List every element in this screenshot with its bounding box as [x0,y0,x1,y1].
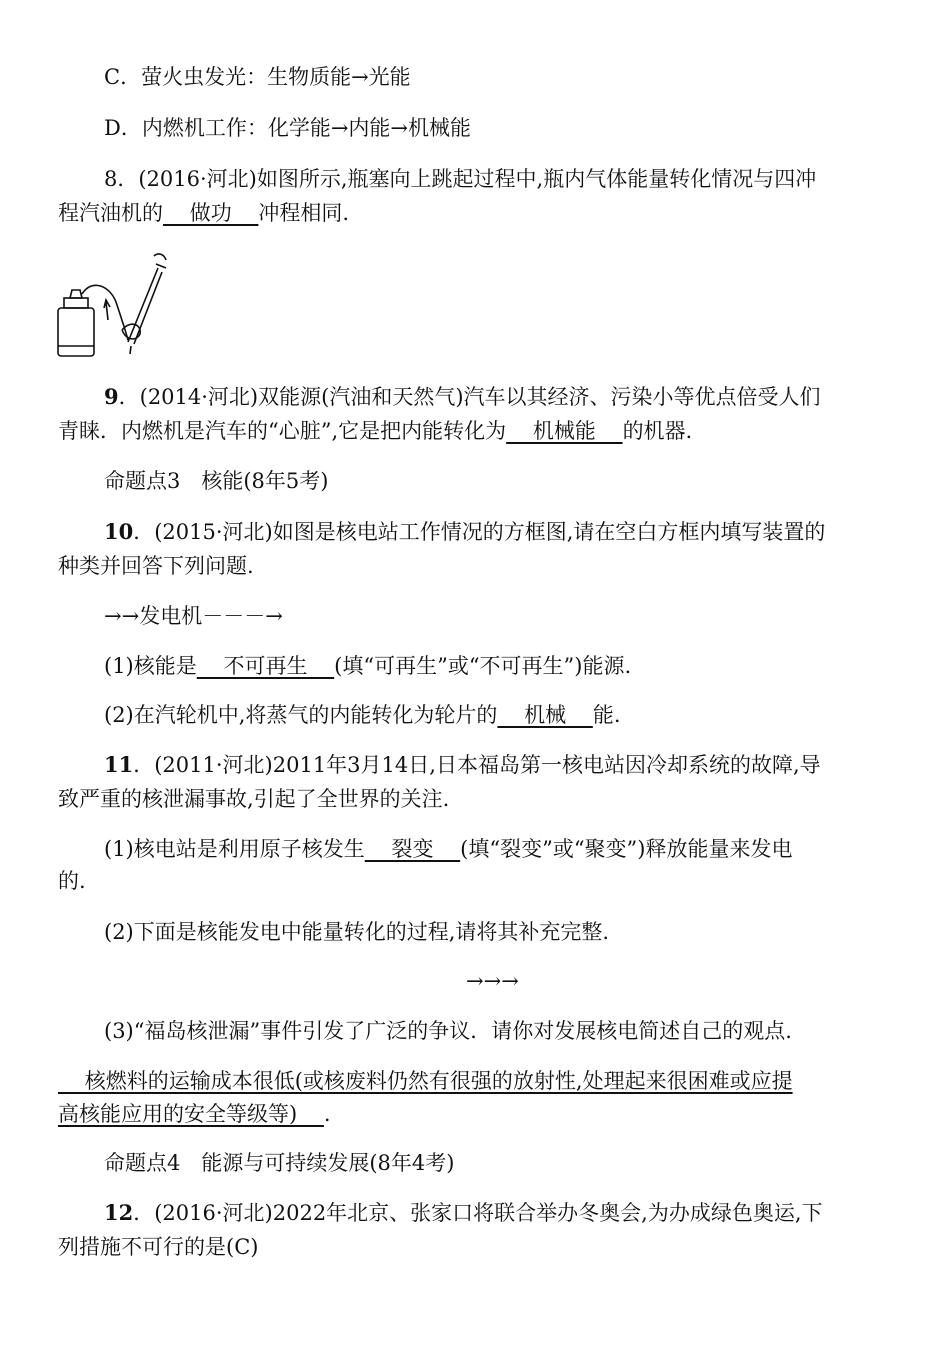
question-text: (填“可再生”或“不可再生”)能源. [334,654,632,678]
question-10-part2 [104,700,621,730]
question-text: (1)核能是 [104,654,197,678]
option-c: C．萤火虫发光：生物质能→光能 [104,65,411,89]
question-12-line1 [104,1198,823,1228]
question-11-answer-line1 [58,1066,793,1096]
question-10-part1 [104,651,631,681]
flow-diagram-text: →→发电机－－－→ [104,604,283,628]
question-9-line1 [104,382,821,412]
question-11-part1-cont: 的. [58,869,86,893]
question-text: ．(2011·河北)2011年3月14日,日本福岛第一核电站因冷却系统的故障,导 [133,753,821,777]
question-8-line2 [58,198,349,228]
question-number: 11 [104,752,134,777]
question-8-line1: 8．(2016·河北)如图所示,瓶塞向上跳起过程中,瓶内气体能量转化情况与四冲 [104,167,817,191]
question-number: 10 [104,519,134,544]
answer-blank: 核燃料的运输成本很低(或核废料仍然有很强的放射性,处理起来很困难或应提 [58,1069,793,1093]
question-text: 冲程相同. [258,201,350,225]
answer-blank: 做功 [163,201,259,225]
question-number: 12 [104,1200,134,1225]
question-text: (填“裂变”或“聚变”)释放能量来发电 [460,837,793,861]
question-11-line1 [104,750,821,780]
question-11-part2: (2)下面是核能发电中能量转化的过程,请将其补充完整. [104,920,610,944]
section-heading-3: 命题点3 核能(8年5考) [104,469,329,493]
answer-blank: 机械 [497,703,593,727]
question-text: 程汽油机的 [58,201,163,225]
question-12-line2: 列措施不可行的是(C) [58,1235,259,1259]
question-11-part1 [104,834,792,864]
question-text: 青睐．内燃机是汽车的“心脏”,它是把内能转化为 [58,419,507,443]
question-text: 的机器. [622,419,693,443]
answer-blank: 不可再生 [196,654,335,678]
question-text: ．(2016·河北)2022年北京、张家口将联合举办冬奥会,为办成绿色奥运,下 [133,1201,823,1225]
question-11-line2: 致严重的核泄漏事故,引起了全世界的关注. [58,787,450,811]
question-number: 9 [104,384,119,409]
flow-diagram-text: →→→ [466,969,519,993]
question-10-line1 [104,517,825,547]
question-text: ．(2015·河北)如图是核电站工作情况的方框图,请在空白方框内填写装置的 [133,520,826,544]
section-heading-4: 命题点4 能源与可持续发展(8年4考) [104,1151,455,1175]
question-11-part3: (3)“福岛核泄漏”事件引发了广泛的争议．请你对发展核电简述自己的观点. [104,1019,792,1043]
question-text: (1)核电站是利用原子核发生 [104,837,365,861]
answer-blank: 裂变 [364,837,461,861]
answer-blank: 高核能应用的安全等级等) [58,1102,324,1126]
option-d: D．内燃机工作：化学能→内能→机械能 [104,116,472,140]
bottle-pump-figure [50,250,170,360]
question-11-answer-line2 [58,1099,331,1129]
question-text: (2)在汽轮机中,将蒸气的内能转化为轮片的 [104,703,498,727]
question-text: . [323,1102,331,1126]
answer-blank: 机械能 [506,419,623,443]
question-10-line2: 种类并回答下列问题. [58,554,254,578]
question-9-line2 [58,416,692,446]
question-text: 能. [592,703,621,727]
question-text: ．(2014·河北)双能源(汽油和天然气)汽车以其经济、污染小等优点倍受人们 [118,385,821,409]
